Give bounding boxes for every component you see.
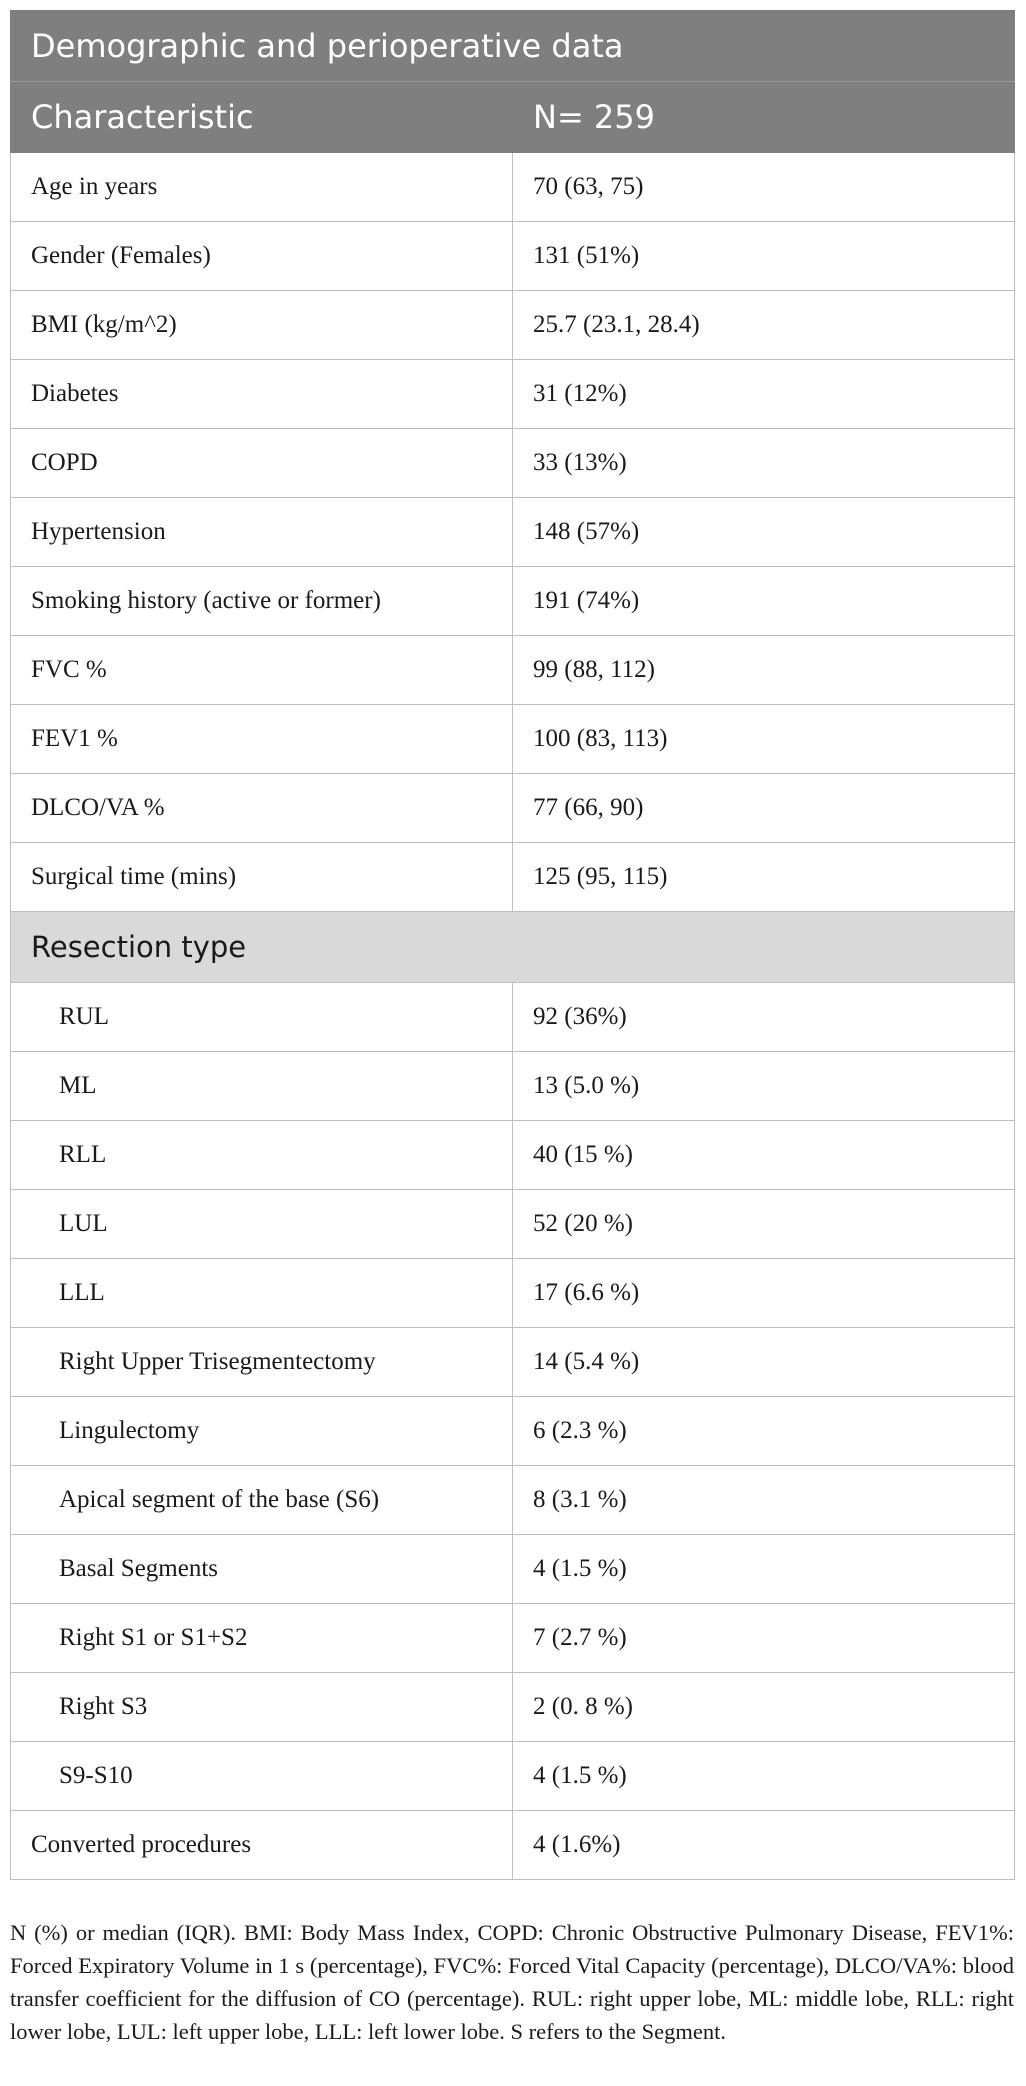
row-label: S9-S10 (11, 1742, 513, 1811)
row-value: 13 (5.0 %) (513, 1052, 1015, 1121)
row-label: Surgical time (mins) (11, 843, 513, 912)
demographic-table (10, 10, 1015, 1880)
table-row (11, 1328, 1015, 1397)
row-value: 191 (74%) (513, 567, 1015, 636)
table-footnote: N (%) or median (IQR). BMI: Body Mass Index, COPD: Chronic Obstructive Pulmonary Disease, FEV1%: Forced Expiratory Volume in 1 s (percentage), FVC%: Forced Vital Capacity (percentage), DLCO/VA%: blood transfer coefficient for the diffusion of CO (percentage). RUL: right upper lobe, ML: middle lobe, RLL: right lower lobe, LUL: left upper lobe, LLL: left lower lobe. S refers to the Segment. (10, 1919, 1014, 2044)
table-row (11, 1673, 1015, 1742)
column-header-n: N= 259 (513, 82, 1015, 153)
table-row (11, 498, 1015, 567)
row-value: 92 (36%) (513, 983, 1015, 1052)
row-value: 4 (1.6%) (513, 1811, 1015, 1880)
table-row (11, 1259, 1015, 1328)
table-header-row (11, 82, 1015, 153)
table-row (11, 983, 1015, 1052)
table-row (11, 1604, 1015, 1673)
row-value: 131 (51%) (513, 222, 1015, 291)
table-row (11, 843, 1015, 912)
table-row (11, 429, 1015, 498)
row-label: FEV1 % (11, 705, 513, 774)
table-row (11, 567, 1015, 636)
row-value: 33 (13%) (513, 429, 1015, 498)
row-label: Smoking history (active or former) (11, 567, 513, 636)
row-value: 4 (1.5 %) (513, 1742, 1015, 1811)
row-label: Apical segment of the base (S6) (11, 1466, 513, 1535)
row-label: Gender (Females) (11, 222, 513, 291)
row-value: 7 (2.7 %) (513, 1604, 1015, 1673)
table-row (11, 1811, 1015, 1880)
row-label: COPD (11, 429, 513, 498)
row-value: 31 (12%) (513, 360, 1015, 429)
row-label: Lingulectomy (11, 1397, 513, 1466)
row-value: 70 (63, 75) (513, 153, 1015, 222)
row-value: 77 (66, 90) (513, 774, 1015, 843)
table-row (11, 1121, 1015, 1190)
row-value: 125 (95, 115) (513, 843, 1015, 912)
row-label: Basal Segments (11, 1535, 513, 1604)
table-title-row (11, 11, 1015, 82)
row-value: 25.7 (23.1, 28.4) (513, 291, 1015, 360)
row-value: 100 (83, 113) (513, 705, 1015, 774)
row-label: LUL (11, 1190, 513, 1259)
row-label: RUL (11, 983, 513, 1052)
column-header-characteristic: Characteristic (11, 82, 513, 153)
row-value: 52 (20 %) (513, 1190, 1015, 1259)
section-row-resection-type (11, 912, 1015, 983)
row-label: ML (11, 1052, 513, 1121)
table-row (11, 1466, 1015, 1535)
row-label: RLL (11, 1121, 513, 1190)
row-value: 4 (1.5 %) (513, 1535, 1015, 1604)
row-label: Diabetes (11, 360, 513, 429)
table-row (11, 636, 1015, 705)
table-row (11, 1397, 1015, 1466)
row-label: DLCO/VA % (11, 774, 513, 843)
row-value: 14 (5.4 %) (513, 1328, 1015, 1397)
row-value: 148 (57%) (513, 498, 1015, 567)
row-value: 8 (3.1 %) (513, 1466, 1015, 1535)
table-row (11, 153, 1015, 222)
row-label: Right S3 (11, 1673, 513, 1742)
table-row (11, 774, 1015, 843)
row-label: Right Upper Trisegmentectomy (11, 1328, 513, 1397)
row-value: 2 (0. 8 %) (513, 1673, 1015, 1742)
section-heading: Resection type (11, 912, 1015, 983)
table-row (11, 705, 1015, 774)
row-label: Age in years (11, 153, 513, 222)
row-label: Right S1 or S1+S2 (11, 1604, 513, 1673)
row-value: 40 (15 %) (513, 1121, 1015, 1190)
table-title: Demographic and perioperative data (11, 11, 1015, 82)
row-label: LLL (11, 1259, 513, 1328)
table-row (11, 1742, 1015, 1811)
table-row (11, 222, 1015, 291)
table-row (11, 291, 1015, 360)
row-value: 99 (88, 112) (513, 636, 1015, 705)
row-label: Converted procedures (11, 1811, 513, 1880)
table-row (11, 1535, 1015, 1604)
table-row (11, 360, 1015, 429)
row-value: 6 (2.3 %) (513, 1397, 1015, 1466)
row-value: 17 (6.6 %) (513, 1259, 1015, 1328)
table-row (11, 1052, 1015, 1121)
table-container (10, 10, 1014, 1880)
table-row (11, 1190, 1015, 1259)
row-label: BMI (kg/m^2) (11, 291, 513, 360)
row-label: FVC % (11, 636, 513, 705)
row-label: Hypertension (11, 498, 513, 567)
